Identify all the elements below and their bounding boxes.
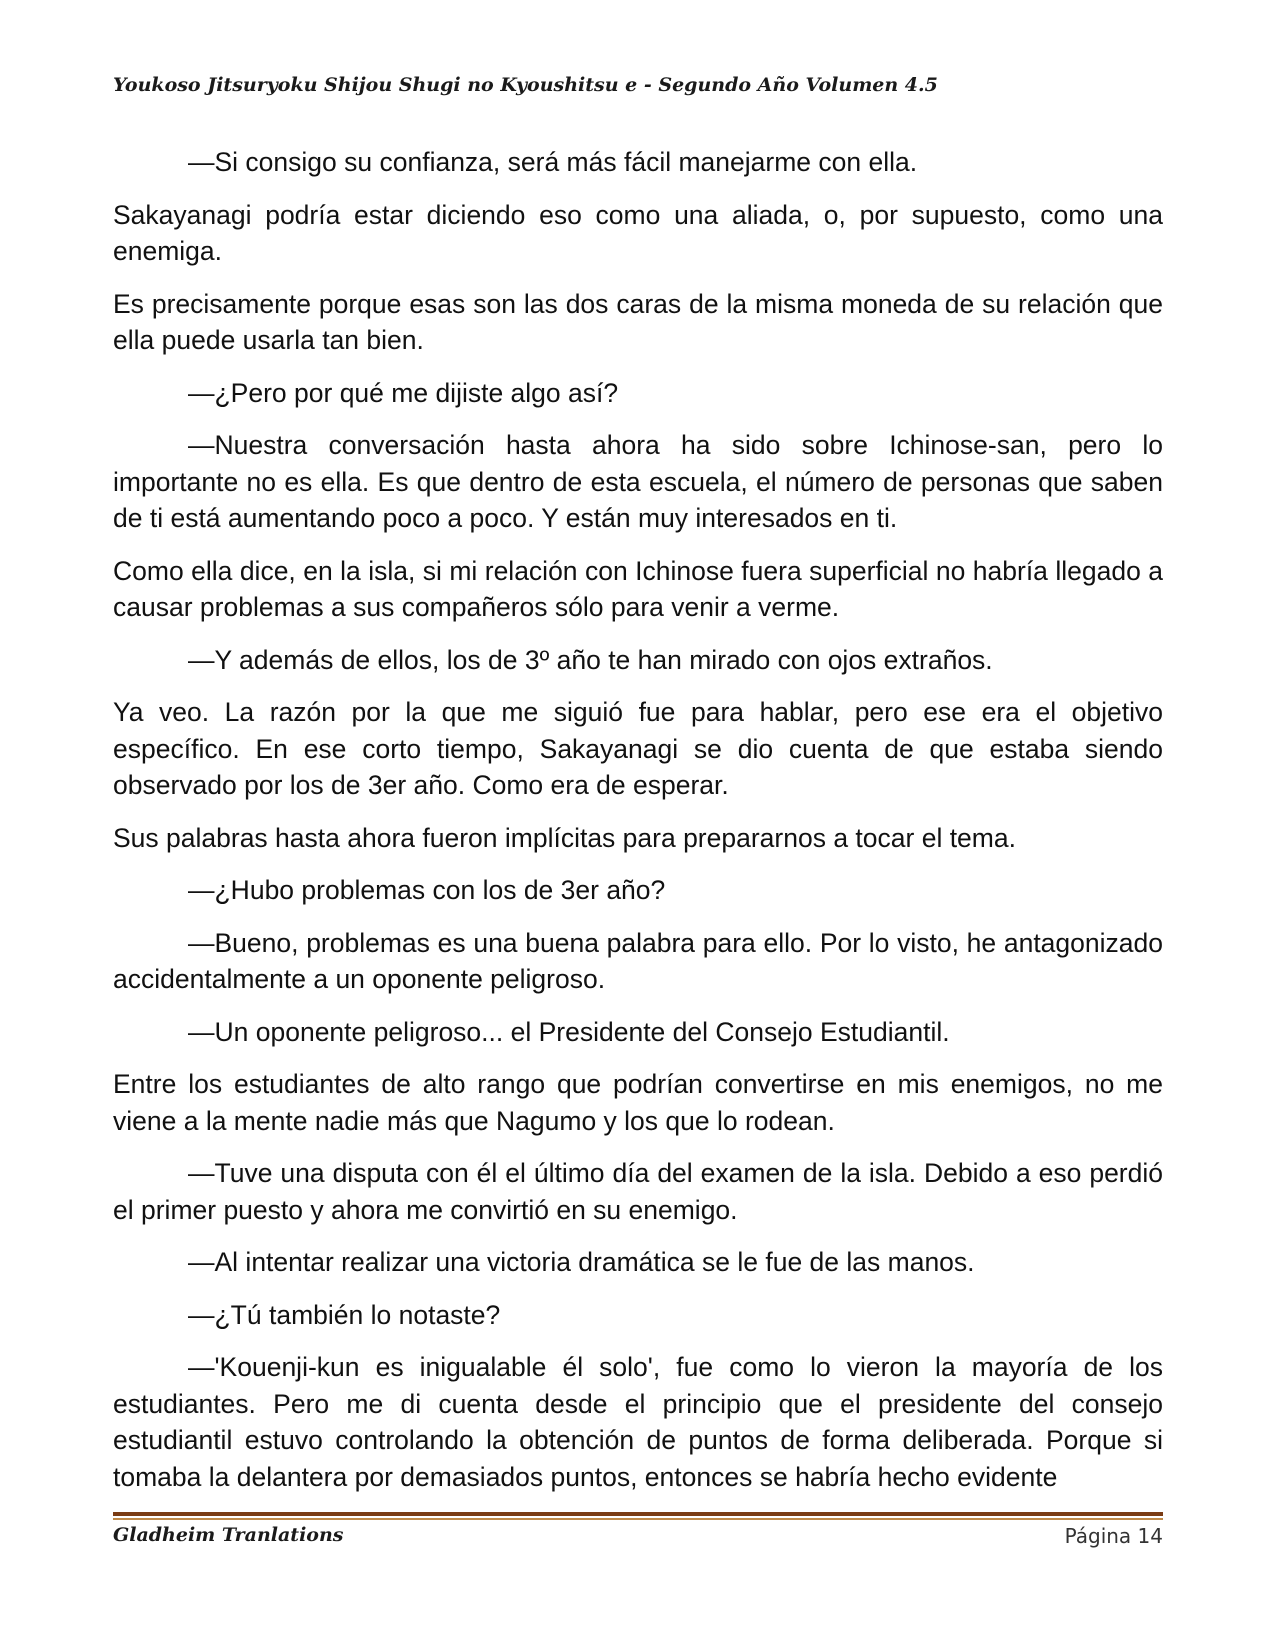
dialog-paragraph: —Nuestra conversación hasta ahora ha sido sobre Ichinose-san, pero lo importante no es ella. Es que dentro de esta escuela, el número de personas que saben de ti está aumentando poco a poco. Y están muy interesados en ti. [113,430,1163,533]
dialog-paragraph: —'Kouenji-kun es inigualable él solo', fue como lo vieron la mayoría de los estudiantes. Pero me di cuenta desde el principio que el presidente del consejo estudiantil estuvo controlando la obtención de puntos de forma deliberada. Porque si tomaba la delantera por demasiados puntos, entonces se habría hecho evidente [113,1352,1163,1492]
narration-paragraph: Como ella dice, en la isla, si mi relación con Ichinose fuera superficial no habría llegado a causar problemas a sus compañeros sólo para venir a verme. [113,555,1163,622]
dialog-paragraph: —Si consigo su confianza, será más fácil manejarme con ella. [188,147,918,177]
dialog-paragraph: —¿Hubo problemas con los de 3er año? [188,875,666,905]
narration-paragraph: Entre los estudiantes de alto rango que podrían convertirse en mis enemigos, no me viene a la mente nadie más que Nagumo y los que lo rodean. [113,1069,1163,1136]
dialog-paragraph: —Un oponente peligroso... el Presidente del Consejo Estudiantil. [188,1016,950,1047]
dialog-paragraph: —Al intentar realizar una victoria dramática se le fue de las manos. [188,1247,975,1277]
narration-paragraph: Es precisamente porque esas son las dos caras de la misma moneda de su relación que ella puede usarla tan bien. [113,288,1163,355]
footer-rule [113,1512,1163,1516]
dialog-paragraph: —¿Tú también lo notaste? [188,1299,501,1330]
narration-paragraph: Sus palabras hasta ahora fueron implícitas para prepararnos a tocar el tema. [113,822,1016,853]
footer-rule-accent [113,1518,1163,1520]
page-number-block [1065,1524,1163,1548]
running-header: Youkoso Jitsuryoku Shijou Shugi no Kyoushitsu e - Segundo Año Volumen 4.5 [113,74,938,96]
narration-paragraph: Ya veo. La razón por la que me siguió fue para hablar, pero ese era el objetivo específico. En ese corto tiempo, Sakayanagi se dio cuenta de que estaba siendo observado por los de 3er año. Como era de esperar. [113,697,1163,800]
dialog-paragraph: —Y además de ellos, los de 3º año te han mirado con ojos extraños. [188,644,993,675]
narration-paragraph: Sakayanagi podría estar diciendo eso como una aliada, o, por supuesto, como una enemiga. [113,199,1163,266]
body-text [113,144,1163,1511]
dialog-paragraph: —Tuve una disputa con él el último día del examen de la isla. Debido a eso perdió el primer puesto y ahora me convirtió en su enemigo. [113,1158,1163,1225]
page-number: 14 [1137,1524,1163,1548]
page-label: Página [1064,1524,1132,1548]
footer-credit: Gladheim Tranlations [113,1524,344,1546]
dialog-paragraph: —¿Pero por qué me dijiste algo así? [188,377,619,408]
dialog-paragraph: —Bueno, problemas es una buena palabra para ello. Por lo visto, he antagonizado accidentalmente a un oponente peligroso. [113,927,1163,994]
